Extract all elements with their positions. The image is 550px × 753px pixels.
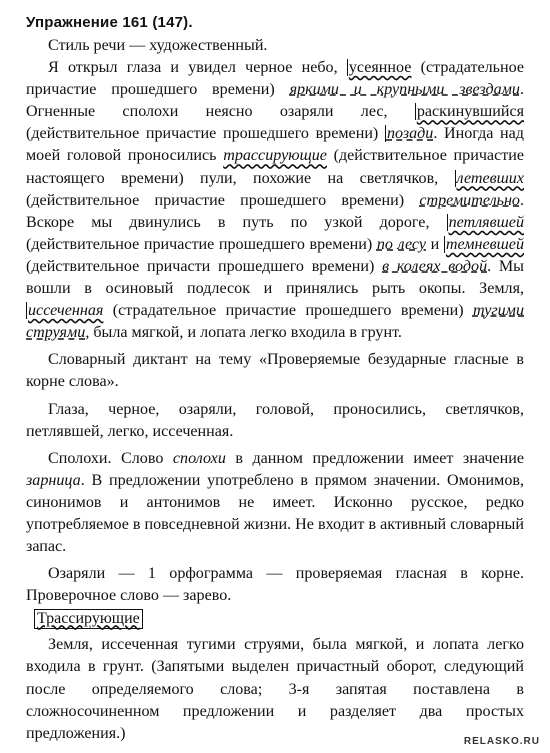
text-run: и xyxy=(426,235,444,253)
dictation-heading: Словарный диктант на тему «Проверяемые безударные гласные в корне слова». xyxy=(26,351,524,391)
spolohi-paragraph xyxy=(26,448,524,558)
final-paragraph: Земля, иссеченная тугими струями, была мягкой, и лопата легко входила в грунт. (Запятыми выделен причастный оборот, следующий после определяемого слова; 3-я запятая поставлена в сложносочиненном предложении и разделяет два простых предложения.) xyxy=(26,636,524,742)
dictation-words: Глаза, черное, озаряли, головой, проносились, светлячков, петлявшей, легко, иссеченная. xyxy=(26,400,524,440)
marked-word: иссеченная xyxy=(28,302,104,320)
marked-word: яркими и крупными звездами xyxy=(289,81,520,99)
site-watermark: RELASKO.RU xyxy=(463,736,540,747)
marked-word: раскинувшийся xyxy=(416,103,524,121)
text-run: . Огненные сполохи неясно озаряли лес, xyxy=(26,81,524,121)
marked-word: тугими струями xyxy=(26,302,524,342)
trassiruyushchie-word: Трассирующие xyxy=(34,609,143,629)
text-run: . Мы вошли в осиновый подлесок и принялись рыть окопы. Земля, xyxy=(26,257,524,298)
text-run: . В предложении употреблено в прямом значении. Омонимов, синонимов и антонимов не имеет. Исконно русское, редко употребляемое в повседневной жизни. Не входит в активный словарный запас. xyxy=(26,471,524,556)
marked-word: сполохи xyxy=(172,449,226,467)
marked-word: по лесу xyxy=(376,235,427,253)
marked-word: трассирующие xyxy=(223,147,327,165)
exercise-title: Упражнение 161 (147). xyxy=(26,14,193,31)
ozaryali-paragraph: Озаряли — 1 орфограмма — проверяемая гласная в корне. Проверочное слово — зарево. xyxy=(26,565,524,605)
text-run: (страдательное причастие прошедшего времени) xyxy=(26,59,524,99)
marked-word: петлявшей xyxy=(448,213,524,231)
marked-word: усеянное xyxy=(348,59,412,77)
marked-word: в колеях водой xyxy=(382,257,488,275)
text-run: (действительное причасти прошедшего времени) xyxy=(26,257,383,275)
text-run: Я открыл глаза и увидел черное небо, xyxy=(48,59,347,77)
text-run: (действительное причастие прошедшего времени) xyxy=(26,125,385,143)
marked-word: летевших xyxy=(456,169,524,187)
style-line: Стиль речи — художественный. xyxy=(48,37,268,54)
marked-word: стремительно xyxy=(419,191,520,209)
text-run: (действительное причастие прошедшего времени) xyxy=(26,235,377,253)
text-run: (действительное причастие прошедшего времени) xyxy=(26,191,420,209)
text-run: . Иногда над моей головой проносились xyxy=(26,125,524,165)
marked-word: зарница xyxy=(26,471,81,489)
text-run: (действительное причастие настоящего времени) пули, похожие на светлячков, xyxy=(26,147,524,187)
text-run: Сполохи. Слово xyxy=(48,449,173,467)
text-run: (страдательное причастие прошедшего времени) xyxy=(103,302,473,320)
exercise-page xyxy=(26,14,524,745)
text-run: в данном предложении имеет значение xyxy=(225,449,525,467)
marked-word: позади xyxy=(386,125,434,143)
text-run: . Вскоре мы двинулись в путь по узкой дороге, xyxy=(26,191,524,231)
text-run: , была мягкой, и лопата легко входила в грунт. xyxy=(85,324,402,342)
analysis-paragraph xyxy=(26,57,524,344)
marked-word: темневшей xyxy=(445,235,524,253)
